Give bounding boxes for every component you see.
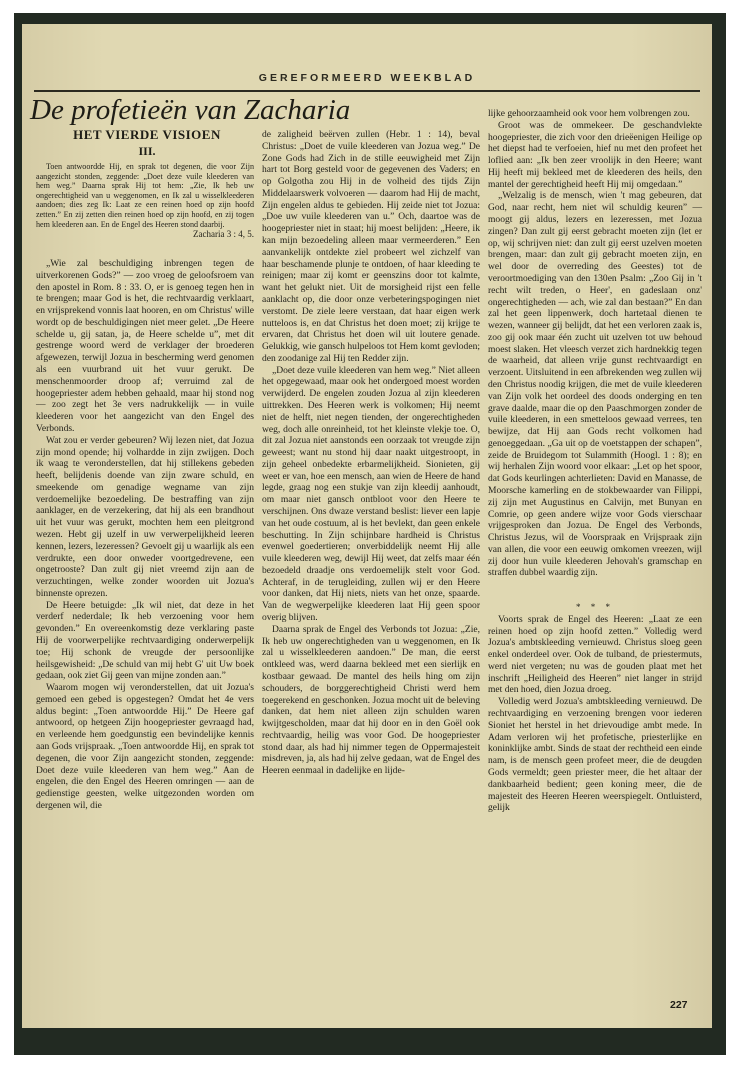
page-number: 227 — [670, 999, 688, 1011]
paragraph: „Welzalig is de mensch, wien 't mag gebeuren, dat God, naar recht, hem niet wil schuldig keuren” — moogt gij aldus, lezers en lezeressen, met Jozua zingen? Dan zult gij eerst gebracht moeten zijn (let er op, wij schrijven niet: dan zult gij eerst uzelven moeten brengen, maar: dan zult gij gebracht moeten zijn, en wel door de overreding des Geestes) tot de veroortmoediging van den 130en Psalm: „Zoo Gij in 't recht wilt treden, o Heer', en gadeslaan onz' ongerechtigheden — ach, wie zal dan bestaan?” En dan zal het geen lippenwerk, doch hartetaal dienen te wezen, wanneer gij belijdt, dat het een verloren zaak is, zoo gij ook maar één zucht uit uzelven tot uw behoud moest slaken. Het vleesch verzet zich hardnekkig tegen de waarheid, dat alleen vrije gunst rechtvaardigt en verzoent. Uitsluitend in een afbrekenden weg zullen wij den Christus noodig krijgen, die met de vuile kleederen van Zijn volk het oordeel des doods onderging en ten grave daalde, maar die op den Paaschmorgen zonder de vuile kleederen, in een smetteloos gewaad verrees, ten bewijze, dat Hij aan Gods recht volkomen had genoeggedaan. „Ga uit op de voetstappen der schapen”, zeide de Bruidegom tot Sulammith (Hoogl. 1 : 8); en wij herhalen Zijn woord voor elkaar: „Let op het spoor, dat Gods keurlingen achterlieten: David en Manasse, de Moorsche kamerling en de stokbewaarder van Filippi, zij zijn met Augustinus en Calvijn, met Bunyan en Comrie, op geen andere wijze voor Gods vierschaar vrijgesproken dan Jozua. De Engel des Verbonds, Christus Jezus, wil de Voorspraak en Vrijspraak zijn van allen, die voor een eeuwig omkomen vreezen, wijl zij door hun vuile kleederen Jehovah's gramschap en straffen dubbel waardig zijn. — [488, 190, 702, 579]
article-part: III. — [138, 144, 156, 158]
paragraph: Voorts sprak de Engel des Heeren: „Laat ze een reinen hoed op zijn hoofd zetten.” Volledig werd Jozua's ambtskleeding vernieuwd. Christus sloeg geen enkel onderdeel over. Ook de tulband, de priestermuts, werd niet vergeten; nu was de gouden plaat met het inschrift „Heiligheid des Heeren” niet langer in strijd met den hoed, dien Jozua droeg. — [488, 613, 702, 696]
paragraph: Groot was de ommekeer. De geschandvlekte hoogepriester, die zich voor den drieëenigen Heilige op het diepst had te verfoeien, hief nu met den profeet het loflied aan: „Ik ben zeer vroolijk in den Heere; want Hij heeft mij bekleed met de kleederen des heils, den mantel der gerechtigheid heeft Hij mij omgedaan.” — [488, 119, 702, 190]
paragraph: de zaligheid beërven zullen (Hebr. 1 : 14), beval Christus: „Doet de vuile kleederen van Jozua weg.” De Zone Gods had Zich in de stille eeuwigheid met Zijn hart tot Borg gesteld voor de gegevenen des Vaders; en op Golgotha zou Hij in de volheid des tijds Zijn Middelaarswerk volvoeren — daarom had Hij de macht, Zijn engelen aldus te gebieden. Hij zeide niet tot Jozua: „Doe uw vuile kleederen van u.” Och, daartoe was de hoogepriester niet in staat; hij moest belijden: „Heere, ik kan mijn bezoedeling alleen maar vermeerderen.” Een aanvankelijk ontdekte ziel probeert wel zichzelf van haar beschamende plunje te ontdoen, of haar kleeding te reinigen; maar zij komt er geenszins door tot kalmte, want het gelukt niet. Uit de morsigheid rijst een felle aanklacht op, die door onze verbeteringspogingen niet verstomt. De ziele leere verstaan, dat haar eigen werk nutteloos is, en dat Christus het doen moet; zij krijge te ervaren, dat Christus het doen wil uit loutere genade. Gelukkig, wie gansch hulpeloos tot Hem komt gevloden; den zoodanige zal Hij ten Redder zijn. — [262, 129, 480, 364]
paragraph: Volledig werd Jozua's ambtskleeding vernieuwd. De rechtvaardiging en verzoening brengen voor iederen Sioniet het herstel in het drievoudige ambt mede. In Adam verloren wij het profetische, priesterlijke en koninklijke ambt. Sinds de staat der rechtheid een einde nam, is de mensch geen profeet meer, die de deugden Gods vermeldt; geen priester meer, die het altaar der dankbaarheid bedient; geen koning meer, die de majesteit des Heeren Heeren weerspiegelt. Ontluisterd, gelijk — [488, 696, 702, 814]
paragraph: lijke gehoorzaamheid ook voor hem volbrengen zou. — [488, 108, 690, 119]
paragraph: De Heere betuigde: „Ik wil niet, dat deze in het verderf nederdale; Ik heb verzoening voor hem gevonden.” En overeenkomstig deze verklaring paste Hij de voorwerpelijke rechtvaardiging onderwerpelijk toe; Hij schonk de vreugde der persoonlijke heilsgewisheid: „De schuld van mij hebt G' uit Uw boek gedaan, ook ziet Gij geen van mijne zonden aan.” — [36, 599, 254, 682]
column-2 — [262, 129, 480, 777]
paragraph: „Wie zal beschuldiging inbrengen tegen de uitverkorenen Gods?” — zoo vroeg de geloofsroem van den apostel in Rom. 8 : 33. O, er is genoeg tegen hen in te brengen; maar God is het, die rechtvaardig verklaart, en vrijsprekend vonnis laat hooren, en om Christus' wille wordt op de beschuldigingen niet meer gelet. „De Heere schelde u, gij satan, ja, de Heere schelde u”, met dit gestrenge woord werd de verklager der broederen afgewezen, terwijl Jozua in bescherming werd genomen als een vuurbrand uit het vuur gerukt. De menschenmoorder droop af; verruimd zal de hoogepriester adem hebben gehaald, maar hij stond nog — zoo zegt het 3e vers nadrukkelijk — in vuile kleederen voor het aangezicht van den Engel des Verbonds. — [36, 258, 254, 434]
section-separator-stars: * * * — [576, 602, 614, 612]
epigraph-reference: Zacharia 3 : 4, 5. — [193, 229, 254, 240]
paragraph: „Doet deze vuile kleederen van hem weg.” Niet alleen het opgegewaad, maar ook het ondergoed moest worden verwijderd. De engelen zouden Jozua al zijn kleederen uittrekken. Des Heeren werk is volkomen; Hij neemt niet de helft, niet negen tienden, der ongerechtigheden weg, doch alle onreinheid, tot het kleinste vlekje toe. O, dit zal Jozua niet aanstonds een oorzaak tot vreugde zijn geweest; want nu stond hij daar naakt uitgestroopt, in zijn geheel onbedekte erbarmelijkheid. Sionieten, gij weet er van, hoe een mensch, aan wien de Heere de hand legde, graag nog een stukje van zijn kleedij aanhoudt, om maar niet gansch ontbloot voor den Heere te verschijnen. Ons dwaze verstand beslist: liever een lapje van het oude costuum, al is het bevlekt, dan geen enkele beschutting. In Zijn schijnbare hardheid is Christus evenwel goedertieren; onverbiddelijk neemt Hij alle vuile kleederen weg, dewijl Hij weet, dat zelfs maar één bezoedeld draadje ons verdoemelijk stelt voor God. Achteraf, in de terugleiding, zullen wij er den Heere voor danken, dat Hij niets, niets van het onze, spaarde. Van de wegwerpelijke kleederen laat Hij geen spoor overig blijven. — [262, 364, 480, 624]
column-1 — [36, 258, 254, 812]
paragraph: Waarom mogen wij veronderstellen, dat uit Jozua's gemoed een gebed is opgestegen? Omdat het 4e vers aldus begint: „Toen antwoordde Hij.” De Heere gaf antwoord, op hetgeen Zijn hoogepriester gevraagd had, en verleende hem goedgunstig een bevindelijke kennis aan Gods vrijspraak. „Toen antwoordde Hij, en sprak tot degenen, die voor Zijn aangezicht stonden, zeggende: Doet deze vuile kleederen van hem weg.” Aan de engelen, die den Engel des Heeren omringen — aan de gedienstige geesten, welke uitgezonden worden om dergenen wil, die — [36, 682, 254, 811]
column-3 — [488, 108, 702, 579]
newspaper-page — [22, 24, 712, 1028]
masthead: GEREFORMEERD WEEKBLAD — [258, 72, 476, 84]
column-3-lower — [488, 602, 702, 814]
article-title: De profetieën van Zacharia — [30, 94, 351, 126]
epigraph — [36, 162, 254, 240]
masthead-rule — [34, 90, 700, 92]
paragraph: Daarna sprak de Engel des Verbonds tot Jozua: „Zie, Ik heb uw ongerechtigheden van u weggenomen, en Ik zal u wisselkleederen aandoen.” De man, die eerst ontkleed was, werd daarna bekleed met een sierlijk en kostbaar gewaad. De mantel des heils hing om zijn schouders, de borggerechtigheid Christi werd hem toegerekend en geschonken. Jozua mocht uit de beleving danken, dat hem niet alleen zijn schulden waren kwijtgescholden, maar dat hij door en in den Goël ook rechtvaardig, heilig was voor God. De hoogepriester stond daar, als had hij nimmer tegen de Oppermajesteit misdreven, ja, als had hij zelve gedaan, wat de Engel des Heeren eenmaal in dadelijke en lijde- — [262, 623, 480, 777]
epigraph-text: Toen antwoordde Hij, en sprak tot degenen, die voor Zijn aangezicht stonden, zeggende: „Doet deze vuile kleederen van hem weg.” Daarna sprak Hij tot hem: „Zie, Ik heb uw ongerechtigheid van u weggenomen, en Ik zal u wisselkleederen aandoen; dies zeg Ik: Laat ze een reinen hoed op zijn hoofd zetten.” En zij zetten dien reinen hoed op zijn hoofd, en zij togen hem kleederen aan. En de Engel des Heeren stond daarbij. — [36, 162, 254, 229]
paragraph: Wat zou er verder gebeuren? Wij lezen niet, dat Jozua zijn mond opende; hij volhardde in zijn zwijgen. Doch ik waag te veronderstellen, dat hij stillekens gebeden heeft, belijdenis doende van zijn zware schuld, en smeekende om genadige wegname van zijn verdoemelijke bezoedeling. De bestraffing van zijn aanklager, en de verzekering, dat hij als een brandhout uit het vuur was gerukt, mochten hem een pleitgrond wezen. Hebt gij uzelf in uw verwerpelijkheid leeren kennen, lezers, lezeressen? Gevoelt gij u waarlijk als een verdrukte, een door onweder voortgedrevene, een ongetrooste? Dan zult gij niet vreemd zijn aan de verzuchtingen, welke zonder woorden uit Jozua's binnenste oprezen. — [36, 434, 254, 599]
article-subtitle: HET VIERDE VISIOEN — [73, 127, 221, 142]
